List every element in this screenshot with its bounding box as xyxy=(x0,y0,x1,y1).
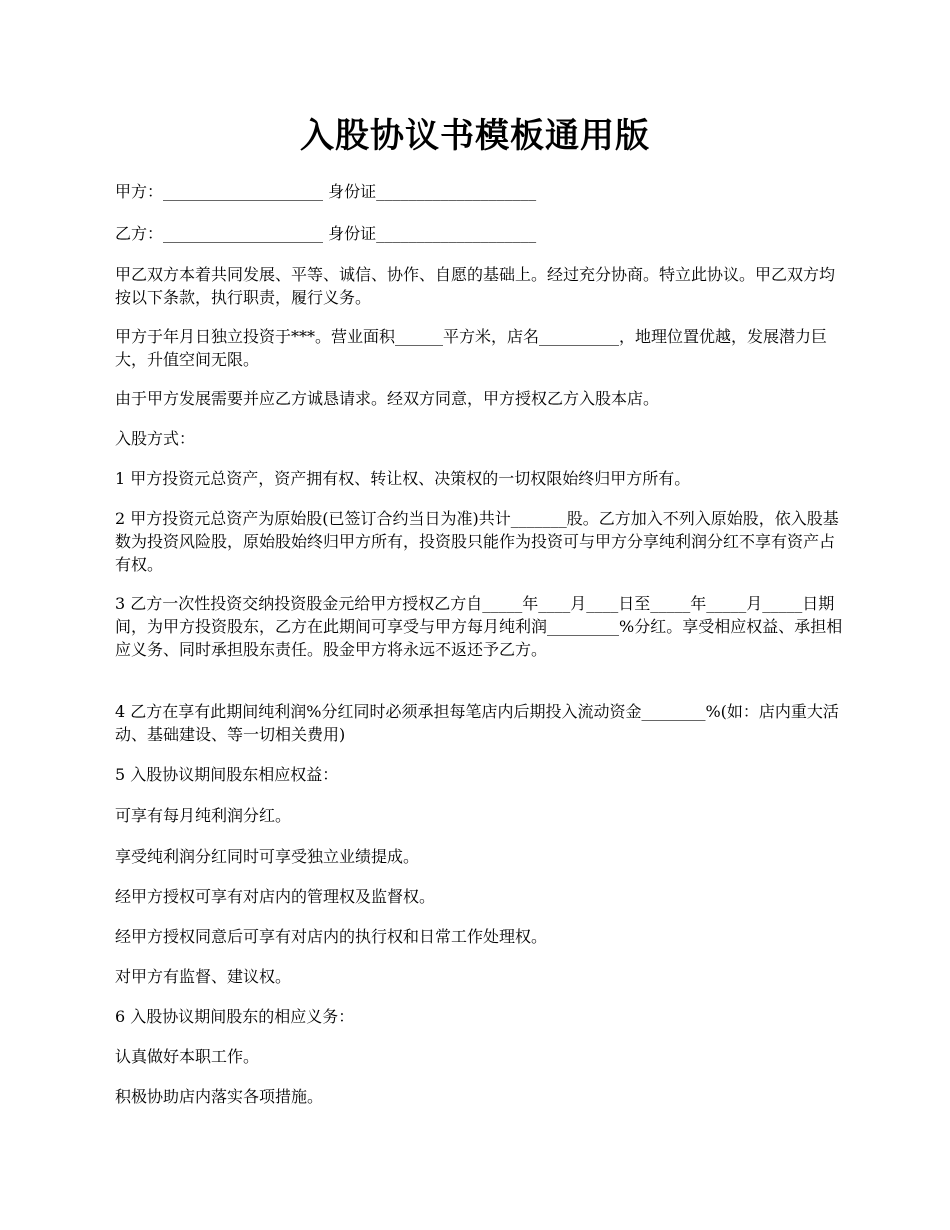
right-item: 对甲方有监督、建议权。 xyxy=(115,967,292,986)
right-item: 经甲方授权可享有对店内的管理权及监督权。 xyxy=(115,887,436,906)
document-title: 入股协议书模板通用版 xyxy=(300,116,650,156)
party-b-line: 乙方：____________________ 身份证____________________ xyxy=(115,224,537,243)
party-a-line: 甲方：____________________ 身份证____________________ xyxy=(115,182,537,201)
right-item: 经甲方授权同意后可享有对店内的执行权和日常工作处理权。 xyxy=(115,927,548,946)
clause-2: 2 甲方投资元总资产为原始股(已签订合约当日为准)共计_______股。乙方加入不列入原始股，依入股基数为投资风险股，原始股始终归甲方所有，投资股只能作为投资可与甲方分享纯利润分红不享有资产占有权。 xyxy=(115,509,839,574)
right-item: 可享有每月纯利润分红。 xyxy=(115,806,292,825)
clause-5-heading: 5 入股协议期间股东相应权益： xyxy=(115,765,339,784)
clause-4: 4 乙方在享有此期间纯利润%分红同时必须承担每笔店内后期投入流动资金________%(如：店内重大活动、基础建设、等一切相关费用) xyxy=(115,702,839,744)
authorization-paragraph: 由于甲方发展需要并应乙方诚恳请求。经双方同意，甲方授权乙方入股本店。 xyxy=(115,389,660,408)
right-item: 享受纯利润分红同时可享受独立业绩提成。 xyxy=(115,847,420,866)
clause-6-heading: 6 入股协议期间股东的相应义务： xyxy=(115,1007,355,1026)
investment-paragraph: 甲方于年月日独立投资于***。营业面积______平方米，店名__________，地理位置优越，发展潜力巨大，升值空间无限。 xyxy=(115,327,828,369)
clause-3: 3 乙方一次性投资交纳投资股金元给甲方授权乙方自_____年____月____日至_____年_____月_____日期间，为甲方投资股东，乙方在此期间可享受与甲方每月纯利润_________%分红。享受相应权益、承担相应义务、同时承担股东责任。股金甲方将永远不返还予乙方。 xyxy=(115,594,843,659)
clause-1: 1 甲方投资元总资产，资产拥有权、转让权、决策权的一切权限始终归甲方所有。 xyxy=(115,469,691,488)
duty-item: 积极协助店内落实各项措施。 xyxy=(115,1087,324,1106)
duty-item: 认真做好本职工作。 xyxy=(115,1047,260,1066)
section-heading-share-method: 入股方式： xyxy=(115,429,196,448)
preamble-paragraph: 甲乙双方本着共同发展、平等、诚信、协作、自愿的基础上。经过充分协商。特立此协议。甲乙双方均按以下条款，执行职责，履行义务。 xyxy=(115,265,836,307)
